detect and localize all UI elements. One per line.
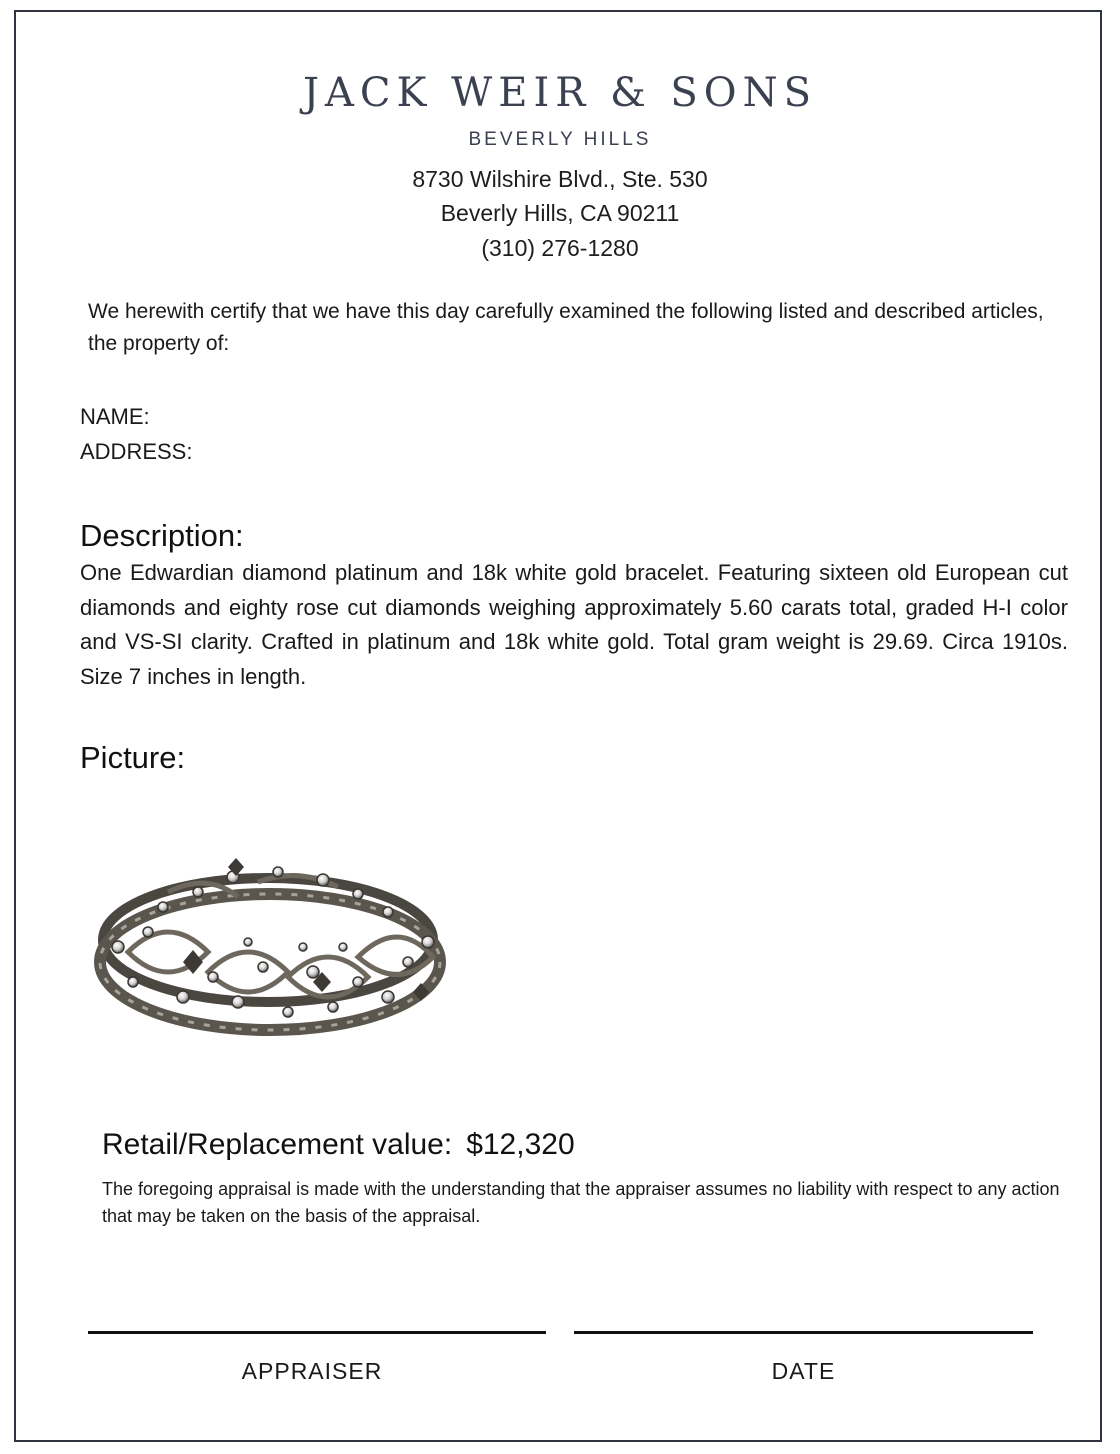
address-label: ADDRESS: <box>80 439 193 464</box>
appraiser-label: APPRAISER <box>241 1358 383 1384</box>
certification-statement: We herewith certify that we have this day carefully examined the following listed and described articles, the property of: <box>88 300 1044 355</box>
appraiser-signature-line <box>88 1331 546 1334</box>
date-label: DATE <box>771 1358 836 1384</box>
picture-heading: Picture: <box>80 740 186 775</box>
date-signature-line <box>574 1331 1033 1334</box>
valuation-line <box>102 1128 589 1162</box>
phone-number: (310) 276-1280 <box>481 235 639 261</box>
valuation-amount: $12,320 <box>466 1128 575 1161</box>
brand-location: BEVERLY HILLS <box>468 129 652 150</box>
description-text: One Edwardian diamond platinum and 18k white gold bracelet. Featuring sixteen old European cut diamonds and eighty rose cut diamonds weighing approximately 5.60 carats total, graded H-I color and VS-SI clarity. Crafted in platinum and 18k white gold. Total gram weight is 29.69. Circa 1910s. Size 7 inches in length. <box>80 560 1068 689</box>
address-line-1: 8730 Wilshire Blvd., Ste. 530 <box>412 166 708 192</box>
valuation-label: Retail/Replacement value: <box>102 1128 453 1161</box>
appraisal-disclaimer: The foregoing appraisal is made with the understanding that the appraiser assumes no liability with respect to any action that may be taken on the basis of the appraisal. <box>102 1179 1060 1226</box>
brand-name: JACK WEIR & SONS <box>303 70 817 116</box>
address-line-2: Beverly Hills, CA 90211 <box>440 200 680 226</box>
name-label: NAME: <box>80 404 150 429</box>
bracelet-photo <box>88 852 448 1062</box>
description-heading: Description: <box>80 518 244 553</box>
